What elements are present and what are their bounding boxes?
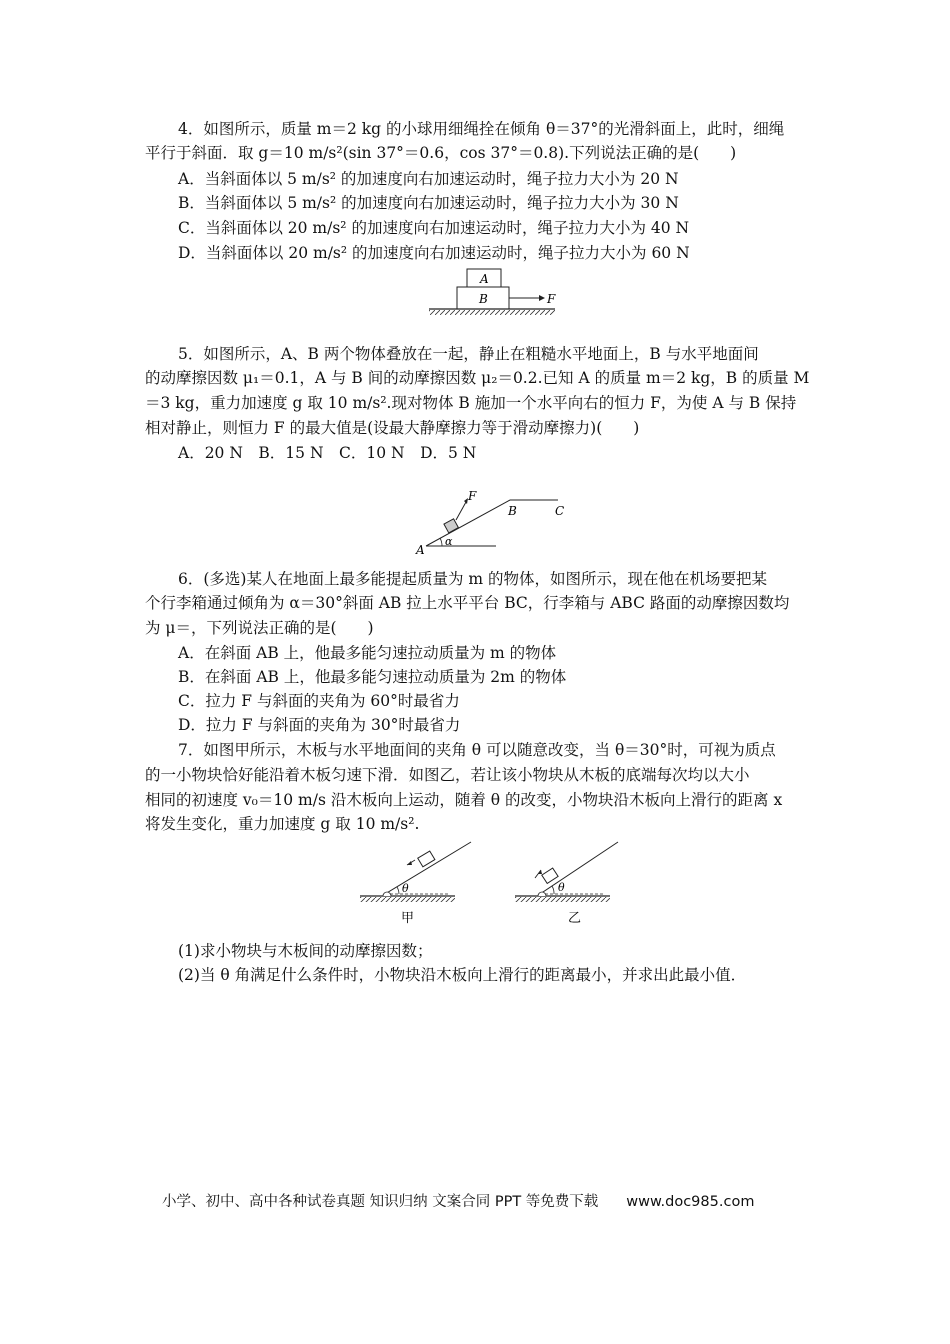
q7-sub-2: (2)当 θ 角满足什么条件时，小物块沿木板向上滑行的距离最小，并求出此最小值． xyxy=(178,966,747,984)
q6-line-1: 6．(多选)某人在地面上最多能提起质量为 m 的物体，如图所示，现在他在机场要把某 xyxy=(178,570,768,588)
q7-line-4: 将发生变化，重力加速度 g 取 10 m/s². xyxy=(145,815,420,833)
q5-line-2: 的动摩擦因数 μ₁＝0.1，A 与 B 间的动摩擦因数 μ₂＝0.2.已知 A 的质量 m＝2 kg，B 的质量 M xyxy=(145,369,810,387)
theta-jia: θ xyxy=(402,882,409,895)
label-a: A xyxy=(416,543,425,557)
board-yi xyxy=(515,842,618,902)
label-b: B xyxy=(508,504,517,518)
q5-line-3: ＝3 kg，重力加速度 g 取 10 m/s².现对物体 B 施加一个水平向右的恒力 F，为使 A 与 B 保持 xyxy=(145,394,797,412)
q4-line-1: 4．如图所示，质量 m＝2 kg 的小球用细绳拴在倾角 θ＝37°的光滑斜面上，此时，细绳 xyxy=(178,120,785,138)
board-jia xyxy=(360,842,471,902)
q6-option-b: B．在斜面 AB 上，他最多能匀速拉动质量为 2m 的物体 xyxy=(178,668,567,686)
ground-hatch xyxy=(429,310,555,315)
label-alpha: α xyxy=(445,535,453,548)
label-jia: 甲 xyxy=(401,911,415,926)
q4-option-d: D．当斜面体以 20 m/s² 的加速度向右加速运动时，绳子拉力大小为 60 N xyxy=(178,244,690,262)
q7-line-2: 的一小物块恰好能沿着木板匀速下滑．如图乙，若让该小物块从木板的底端每次均以大小 xyxy=(145,766,750,784)
label-f: F xyxy=(547,292,556,306)
label-yi: 乙 xyxy=(568,911,582,926)
q5-line-4: 相对静止，则恒力 F 的最大值是(设最大静摩擦力等于滑动摩擦力)( ) xyxy=(145,419,640,437)
q5-options: A．20 N B．15 N C．10 N D．5 N xyxy=(178,444,477,462)
figure-inclined-boards xyxy=(355,838,625,930)
luggage-box xyxy=(444,519,458,533)
q5-line-1: 5．如图所示，A、B 两个物体叠放在一起，静止在粗糙水平地面上，B 与水平地面间 xyxy=(178,345,759,363)
q4-line-2: 平行于斜面．取 g＝10 m/s²(sin 37°＝0.6，cos 37°＝0.8).下列说法正确的是( ) xyxy=(145,144,737,162)
figure-incline-platform xyxy=(412,488,577,560)
force-arrowhead xyxy=(539,295,545,301)
label-c: C xyxy=(555,504,565,518)
figure-stacked-blocks xyxy=(425,265,565,325)
q6-option-a: A．在斜面 AB 上，他最多能匀速拉动质量为 m 的物体 xyxy=(178,644,557,662)
footer-text: 小学、初中、高中各种试卷真题 知识归纳 文案合同 PPT 等免费下载 xyxy=(162,1194,599,1210)
q6-line-3: 为 μ＝，下列说法正确的是( ) xyxy=(145,619,374,637)
q7-sub-1: (1)求小物块与木板间的动摩擦因数； xyxy=(178,942,433,960)
q6-line-2: 个行李箱通过倾角为 α＝30°斜面 AB 拉上水平平台 BC，行李箱与 ABC 路面的动摩擦因数均 xyxy=(145,594,790,612)
q6-option-c: C．拉力 F 与斜面的夹角为 60°时最省力 xyxy=(178,692,460,710)
footer xyxy=(162,1190,754,1211)
footer-url[interactable]: www.doc985.com xyxy=(626,1194,755,1210)
q6-option-d: D．拉力 F 与斜面的夹角为 30°时最省力 xyxy=(178,716,461,734)
label-a: A xyxy=(480,272,489,286)
force-f-arrow xyxy=(456,502,466,520)
q7-line-1: 7．如图甲所示，木板与水平地面间的夹角 θ 可以随意改变，当 θ＝30°时，可视为质点 xyxy=(178,741,776,759)
q4-option-a: A．当斜面体以 5 m/s² 的加速度向右加速运动时，绳子拉力大小为 20 N xyxy=(178,170,679,188)
label-f: F xyxy=(468,489,477,503)
label-b: B xyxy=(479,292,488,306)
theta-yi: θ xyxy=(558,881,565,894)
q4-option-b: B．当斜面体以 5 m/s² 的加速度向右加速运动时，绳子拉力大小为 30 N xyxy=(178,194,679,212)
q4-option-c: C．当斜面体以 20 m/s² 的加速度向右加速运动时，绳子拉力大小为 40 N xyxy=(178,219,690,237)
q7-line-3: 相同的初速度 v₀＝10 m/s 沿木板向上运动，随着 θ 的改变，小物块沿木板向上滑行的距离 x xyxy=(145,791,783,809)
incline-ab xyxy=(426,500,510,546)
angle-arc xyxy=(440,538,442,546)
